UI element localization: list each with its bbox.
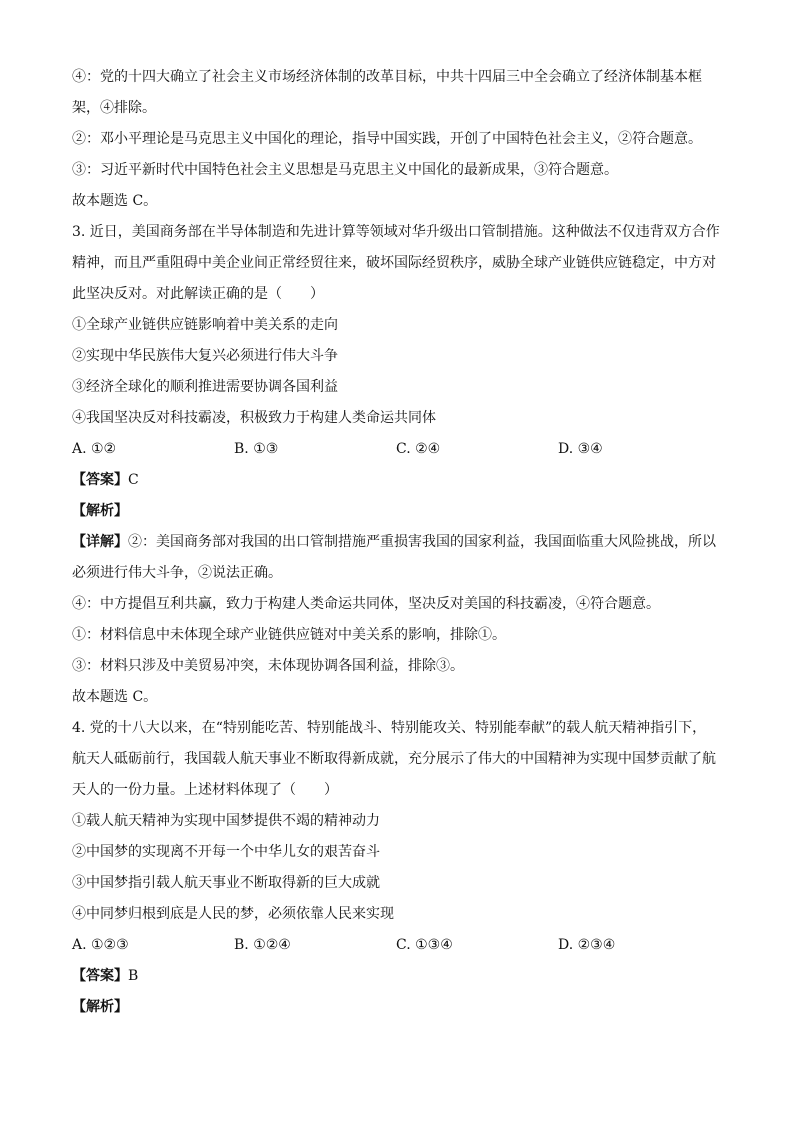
detail-line: ①：材料信息中未体现全球产业链供应链对中美关系的影响，排除①。: [72, 627, 506, 643]
answer-value: B: [128, 968, 139, 984]
question-stem: 航天人砥砺前行，我国载人航天事业不断取得新成就，充分展示了伟大的中国精神为实现中国梦贡献了航: [72, 751, 716, 767]
conclusion-line: 故本题选 C。: [72, 689, 158, 705]
option-d: D. ③④: [558, 441, 603, 457]
detail-line: [72, 527, 744, 558]
detail-line: ③：材料只涉及中美贸易冲突，未体现协调各国利益，排除③。: [72, 658, 464, 674]
answer-value: C: [128, 472, 139, 488]
question-stem: 4. 党的十八大以来，在“特别能吃苦、特别能战斗、特别能攻关、特别能奉献”的载人航天精神指引下，: [72, 720, 707, 736]
analysis-line: ③：习近平新时代中国特色社会主义思想是马克思主义中国化的最新成果，③符合题意。: [72, 162, 618, 178]
detail-line: ④：中方提倡互利共赢，致力于构建人类命运共同体，坚决反对美国的科技霸凌，④符合题意。: [72, 596, 660, 612]
option-d: D. ②③④: [558, 937, 616, 953]
question-4: [72, 713, 744, 1023]
analysis-label: 【解析】: [72, 999, 128, 1015]
answer-line: [72, 961, 744, 992]
analysis-label: 【解析】: [72, 503, 128, 519]
statement-item: ②实现中华民族伟大复兴必须进行伟大斗争: [72, 348, 338, 364]
conclusion-line: 故本题选 C。: [72, 193, 158, 209]
statement-item: ①全球产业链供应链影响着中美关系的走向: [72, 317, 338, 333]
option-c: C. ②④: [396, 441, 441, 457]
statement-item: ④我国坚决反对科技霸凌，积极致力于构建人类命运共同体: [72, 410, 436, 426]
question-stem: 精神，而且严重阻碍中美企业间正常经贸往来，破坏国际经贸秩序，威胁全球产业链供应链稳定，中方对: [72, 255, 716, 271]
answer-label: 【答案】: [72, 968, 128, 984]
question-3: [72, 217, 744, 713]
detail-text: ②：美国商务部对我国的出口管制措施严重损害我国的国家利益，我国面临重大风险挑战，所以: [128, 534, 716, 550]
option-a: A. ①②③: [72, 937, 129, 953]
statement-item: ④中同梦归根到底是人民的梦，必须依靠人民来实现: [72, 906, 394, 922]
analysis-line: ②：邓小平理论是马克思主义中国化的理论，指导中国实践，开创了中国特色社会主义，②符合题意。: [72, 131, 702, 147]
option-b: B. ①②④: [234, 937, 291, 953]
option-a: A. ①②: [72, 441, 117, 457]
answer-options: [72, 930, 744, 961]
statement-item: ②中国梦的实现离不开每一个中华儿女的艰苦奋斗: [72, 844, 380, 860]
q2-analysis-tail: [72, 62, 744, 217]
question-stem: 天人的一份力量。上述材料体现了（ ）: [72, 782, 338, 798]
answer-options: [72, 434, 744, 465]
statement-item: ①载人航天精神为实现中国梦提供不竭的精神动力: [72, 813, 380, 829]
option-b: B. ①③: [234, 441, 279, 457]
statement-item: ③经济全球化的顺利推进需要协调各国利益: [72, 379, 338, 395]
analysis-line: 架，④排除。: [72, 100, 156, 116]
question-stem: 此坚决反对。对此解读正确的是（ ）: [72, 286, 324, 302]
question-stem: 3. 近日，美国商务部在半导体制造和先进计算等领域对华升级出口管制措施。这种做法不仅违背双方合作: [72, 224, 720, 240]
answer-line: [72, 465, 744, 496]
option-c: C. ①③④: [396, 937, 453, 953]
analysis-line: ④：党的十四大确立了社会主义市场经济体制的改革目标，中共十四届三中全会确立了经济体制基本框: [72, 69, 702, 85]
detail-line: 必须进行伟大斗争，②说法正确。: [72, 565, 282, 581]
detail-label: 【详解】: [72, 534, 128, 550]
answer-label: 【答案】: [72, 472, 128, 488]
statement-item: ③中国梦指引载人航天事业不断取得新的巨大成就: [72, 875, 380, 891]
